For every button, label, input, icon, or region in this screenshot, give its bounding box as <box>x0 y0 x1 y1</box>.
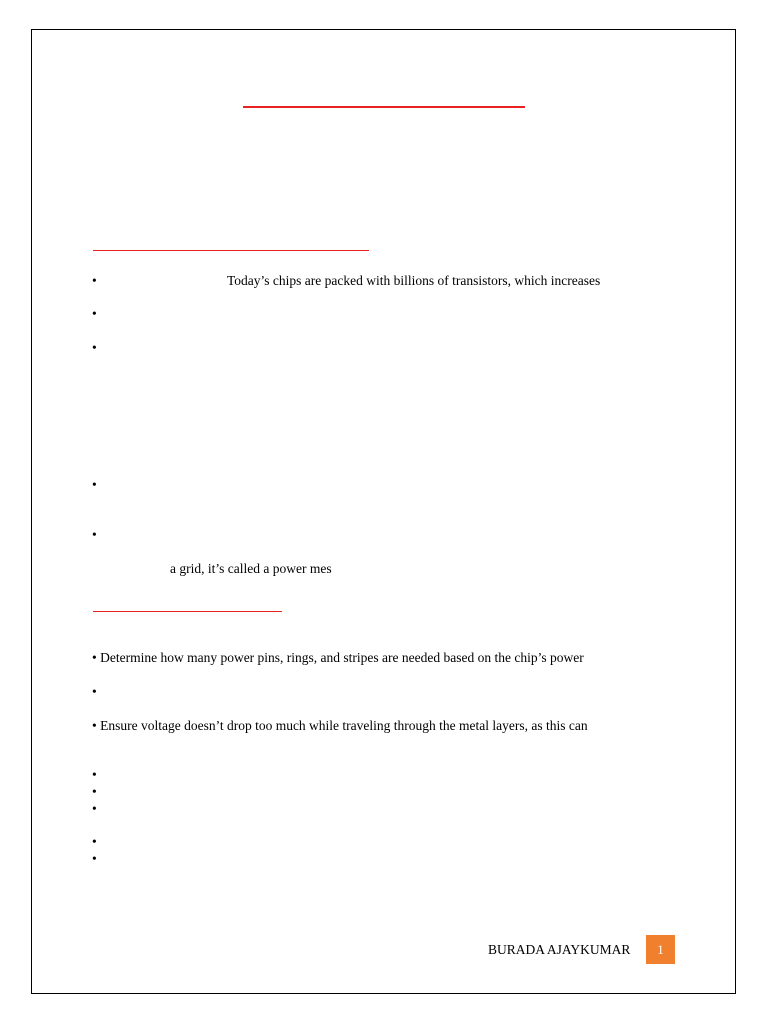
section2-heading-underline <box>93 611 282 612</box>
section1-heading-underline <box>93 250 369 251</box>
list-bullet-2: • <box>92 784 97 799</box>
title-underline <box>243 106 525 108</box>
section1-bullet-3: • <box>92 340 97 355</box>
page-number-badge: 1 <box>646 935 675 964</box>
section1-continuation-text: a grid, it’s called a power mes <box>170 561 332 576</box>
page-border <box>31 29 736 994</box>
section1-bullet-4: • <box>92 477 97 492</box>
section2-bullet-3: • Ensure voltage doesn’t drop too much while traveling through the metal layers, as this can <box>92 718 588 733</box>
section2-bullet-1: • Determine how many power pins, rings, and stripes are needed based on the chip’s power <box>92 650 584 665</box>
footer-author: BURADA AJAYKUMAR <box>488 942 631 957</box>
section1-bullet-1-text: Today’s chips are packed with billions of transistors, which increases <box>227 273 601 288</box>
list-bullet-1: • <box>92 767 97 782</box>
list-bullet-3: • <box>92 801 97 816</box>
list-bullet-5: • <box>92 851 97 866</box>
section1-bullet-5: • <box>92 527 97 542</box>
list-bullet-4: • <box>92 834 97 849</box>
section1-bullet-2: • <box>92 306 97 321</box>
section2-bullet-2: • <box>92 684 97 699</box>
section1-bullet-1: • <box>92 273 97 288</box>
